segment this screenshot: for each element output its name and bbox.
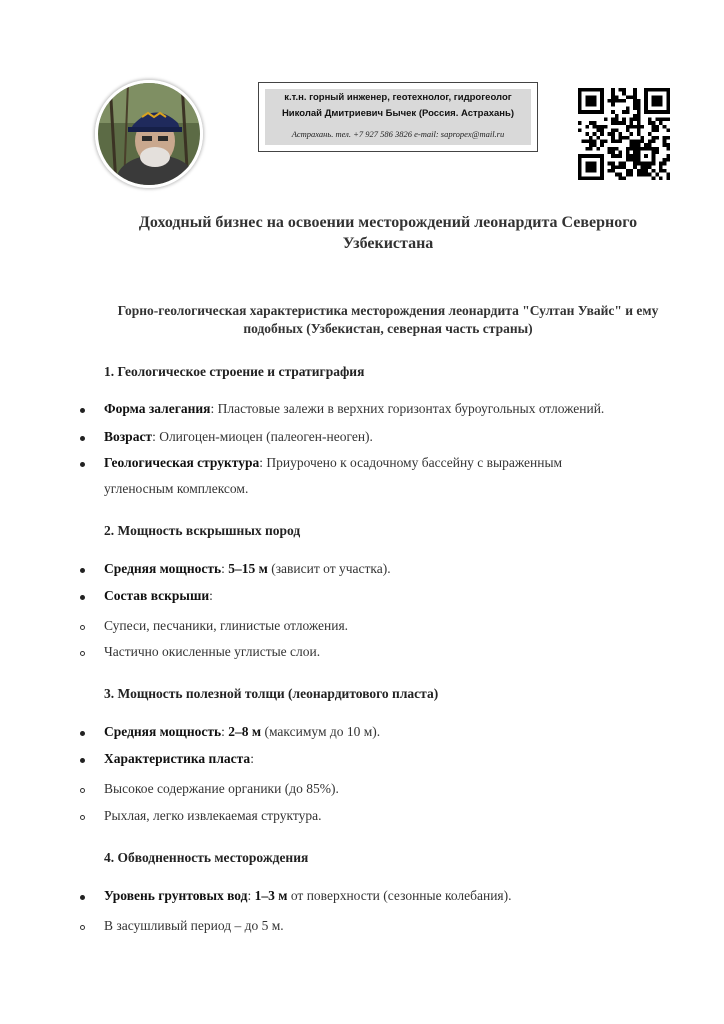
list-item: Форма залегания: Пластовые залежи в верхних горизонтах буроугольных отложений. bbox=[104, 401, 605, 416]
document-subtitle: Горно-геологическая характеристика месторождения леонардита "Султан Увайс" и ему подобных (Узбекистан, северная часть страны) bbox=[117, 303, 659, 336]
bullet-icon bbox=[80, 568, 85, 573]
qr-code bbox=[578, 88, 670, 180]
list-item: Геологическая структура: Приурочено к осадочному бассейну с выраженным bbox=[104, 455, 563, 470]
list-item: Средняя мощность: 2–8 м (максимум до 10 м). bbox=[104, 724, 381, 739]
section-heading-2: 2. Мощность вскрышных пород bbox=[104, 523, 301, 538]
author-photo bbox=[95, 80, 203, 188]
sub-list-item: Частично окисленные углистые слои. bbox=[104, 644, 321, 659]
author-name: Николай Дмитриевич Бычек (Россия. Астрахань) bbox=[281, 108, 515, 119]
sub-bullet-icon bbox=[80, 625, 85, 630]
section-heading-1: 1. Геологическое строение и стратиграфия bbox=[104, 364, 365, 379]
section-heading-3: 3. Мощность полезной толщи (леонардитового пласта) bbox=[104, 686, 439, 701]
sub-list-item: В засушливый период – до 5 м. bbox=[104, 918, 284, 933]
author-contacts: Астрахань. тел. +7 927 586 3826 e-mail: sapropex@mail.ru bbox=[291, 129, 505, 139]
list-item: Характеристика пласта: bbox=[104, 751, 254, 766]
contact-card bbox=[258, 82, 538, 152]
bullet-icon bbox=[80, 895, 85, 900]
document-title: Доходный бизнес на освоении месторождений леонардита Северного Узбекистана bbox=[138, 214, 638, 252]
contact-card-background bbox=[265, 89, 531, 145]
bullet-icon bbox=[80, 731, 85, 736]
list-item: Средняя мощность: 5–15 м (зависит от участка). bbox=[104, 561, 391, 576]
sub-list-item: Рыхлая, легко извлекаемая структура. bbox=[104, 808, 322, 823]
sub-bullet-icon bbox=[80, 815, 85, 820]
bullet-icon bbox=[80, 462, 85, 467]
list-item: Уровень грунтовых вод: 1–3 м от поверхности (сезонные колебания). bbox=[104, 888, 512, 903]
sub-bullet-icon bbox=[80, 788, 85, 793]
bullet-icon bbox=[80, 595, 85, 600]
bullet-icon bbox=[80, 436, 85, 441]
bullet-icon bbox=[80, 758, 85, 763]
author-credentials: к.т.н. горный инженер, геотехнолог, гидрогеолог bbox=[284, 92, 512, 103]
bullet-icon bbox=[80, 408, 85, 413]
sub-bullet-icon bbox=[80, 651, 85, 656]
list-item: Состав вскрыши: bbox=[104, 588, 213, 603]
section-heading-4: 4. Обводненность месторождения bbox=[104, 850, 309, 865]
list-item: Возраст: Олигоцен-миоцен (палеоген-неоген). bbox=[104, 429, 373, 444]
list-item-continuation: угленосным комплексом. bbox=[104, 481, 249, 496]
sub-list-item: Супеси, песчаники, глинистые отложения. bbox=[104, 618, 349, 633]
sub-list-item: Высокое содержание органики (до 85%). bbox=[104, 781, 339, 796]
sub-bullet-icon bbox=[80, 925, 85, 930]
